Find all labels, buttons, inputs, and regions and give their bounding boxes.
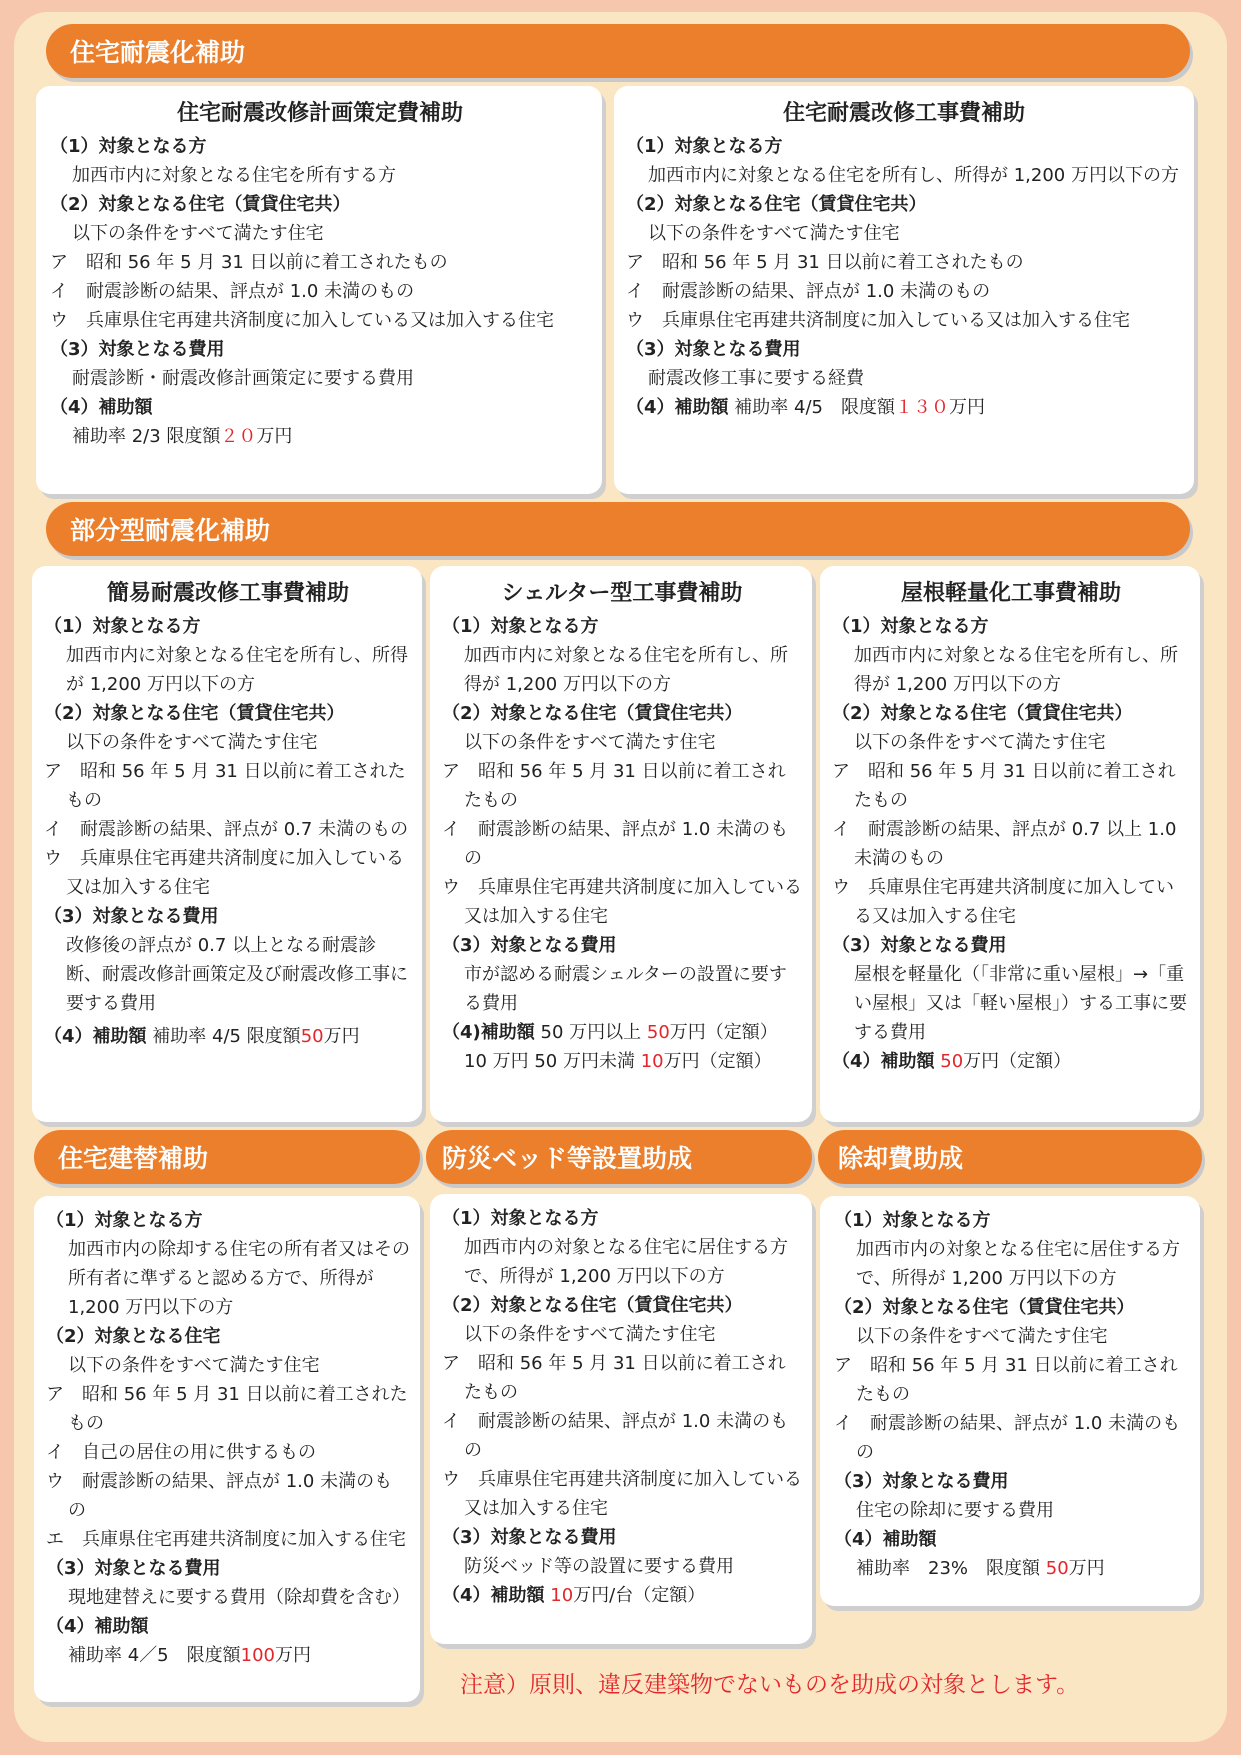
- text-cost: 屋根を軽量化（「非常に重い屋根」→「重い屋根」又は「軽い屋根」）する工事に要する費用: [854, 964, 1187, 1043]
- heading-cost: （3）対象となる費用: [834, 1471, 1009, 1492]
- amount-value: 50: [940, 1051, 964, 1072]
- text-target-person: 加西市内の対象となる住宅に居住する方で、所得が 1,200 万円以下の方: [464, 1237, 788, 1287]
- amount-unit: 万円（定額）: [669, 1022, 778, 1043]
- card-roof-lightening: [820, 566, 1200, 1122]
- heading-target-house: （2）対象となる住宅（賃貸住宅共）: [626, 194, 927, 215]
- amount-unit: 万円: [323, 1026, 360, 1047]
- section-title: 部分型耐震化補助: [70, 516, 271, 545]
- section-title: 住宅建替補助: [58, 1144, 209, 1173]
- text-cost: 防災ベッド等の設置に要する費用: [464, 1556, 734, 1577]
- text-target-person: 加西市内の除却する住宅の所有者又はその所有者に準ずると認める方で、所得が 1,200 万円以下の方: [68, 1239, 410, 1318]
- heading-cost: （3）対象となる費用: [442, 935, 617, 956]
- heading-target-house: （2）対象となる住宅（賃貸住宅共）: [442, 1295, 743, 1316]
- text-amount: [832, 1047, 1190, 1076]
- condition-c: ウ 兵庫県住宅再建共済制度に加入している又は加入する住宅: [44, 848, 404, 898]
- amount-rate: 補助率 4/5 限度額: [734, 397, 895, 418]
- amount-row-1: [442, 1018, 802, 1047]
- heading-target-person: （1）対象となる方: [626, 136, 783, 157]
- heading-cost: （3）対象となる費用: [832, 935, 1007, 956]
- amount-value: 10: [640, 1051, 664, 1072]
- condition-b: イ 耐震診断の結果、評点が 1.0 未満のもの: [442, 819, 789, 869]
- text-cost: 現地建替えに要する費用（除却費を含む）: [68, 1587, 410, 1608]
- section-title: 除却費助成: [838, 1144, 964, 1173]
- amount-range: 50 万円以上: [540, 1022, 642, 1043]
- text-amount: [834, 1554, 1190, 1583]
- heading-amount: （4）補助額: [834, 1529, 937, 1550]
- heading-amount: （4）補助額: [46, 1616, 149, 1637]
- amount-unit: 万円: [1068, 1558, 1105, 1579]
- condition-a: ア 昭和 56 年 5 月 31 日以前に着工されたもの: [834, 1355, 1178, 1405]
- text-target-person: 加西市内に対象となる住宅を所有し、所得が 1,200 万円以下の方: [648, 165, 1179, 186]
- amount-unit: 万円（定額）: [963, 1051, 1072, 1072]
- heading-target-house: （2）対象となる住宅（賃貸住宅共）: [44, 703, 345, 724]
- section-title: 防災ベッド等設置助成: [442, 1144, 693, 1173]
- heading-cost: （3）対象となる費用: [44, 906, 219, 927]
- card-title: シェルター型工事費補助: [501, 581, 743, 606]
- text-cost: 住宅の除却に要する費用: [856, 1500, 1054, 1521]
- amount-rate: 補助率 4／5 限度額: [68, 1645, 241, 1666]
- heading-target-house: （2）対象となる住宅（賃貸住宅共）: [834, 1297, 1135, 1318]
- heading-target-house: （2）対象となる住宅（賃貸住宅共）: [832, 703, 1133, 724]
- heading-amount: （4)補助額: [442, 1022, 535, 1043]
- text-target-house: 以下の条件をすべて満たす住宅: [66, 732, 318, 753]
- section-banner-2: [46, 502, 1190, 556]
- condition-b: イ 耐震診断の結果、評点が 1.0 未満のもの: [442, 1411, 789, 1461]
- heading-target-person: （1）対象となる方: [832, 616, 989, 637]
- amount-limit: 50: [300, 1026, 324, 1047]
- amount-limit: 100: [240, 1645, 275, 1666]
- heading-amount: （4）補助額: [50, 397, 153, 418]
- text-cost: 耐震診断・耐震改修計画策定に要する費用: [72, 368, 414, 389]
- card-plan-subsidy: [36, 86, 602, 494]
- text-amount: [626, 393, 1182, 422]
- text-target-person: 加西市内に対象となる住宅を所有し、所得が 1,200 万円以下の方: [464, 645, 788, 695]
- card-retrofit-subsidy: [614, 86, 1194, 494]
- text-target-house: 以下の条件をすべて満たす住宅: [856, 1326, 1108, 1347]
- heading-target-person: （1）対象となる方: [834, 1210, 991, 1231]
- heading-amount: （4）補助額: [626, 397, 729, 418]
- heading-target-house: （2）対象となる住宅: [46, 1326, 221, 1347]
- card-simple-retrofit: [32, 566, 422, 1122]
- heading-cost: （3）対象となる費用: [50, 339, 225, 360]
- heading-cost: （3）対象となる費用: [626, 339, 801, 360]
- amount-row-2: [442, 1047, 802, 1076]
- condition-b: イ 耐震診断の結果、評点が 0.7 未満のもの: [44, 819, 409, 840]
- text-target-person: 加西市内に対象となる住宅を所有し、所得が 1,200 万円以下の方: [66, 645, 408, 695]
- amount-unit: 万円: [256, 426, 293, 447]
- card-title: 住宅耐震改修計画策定費補助: [176, 101, 463, 126]
- text-amount: [442, 1581, 802, 1610]
- amount-unit: 万円（定額）: [663, 1051, 772, 1072]
- card-title: 屋根軽量化工事費補助: [900, 581, 1121, 606]
- condition-c: ウ 兵庫県住宅再建共済制度に加入している又は加入する住宅: [626, 310, 1130, 331]
- section-banner-bed: [426, 1130, 812, 1184]
- section-banner-rebuild: [34, 1130, 420, 1184]
- condition-a: ア 昭和 56 年 5 月 31 日以前に着工されたもの: [50, 252, 448, 273]
- amount-limit: ２０: [220, 426, 257, 447]
- amount-unit: 万円: [275, 1645, 311, 1666]
- heading-cost: （3）対象となる費用: [46, 1558, 221, 1579]
- condition-b: イ 自己の居住の用に供するもの: [46, 1442, 316, 1463]
- amount-rate: 補助率 4/5 限度額: [152, 1026, 301, 1047]
- amount-value: 50: [646, 1022, 670, 1043]
- section-banner-1: [46, 24, 1190, 78]
- text-target-house: 以下の条件をすべて満たす住宅: [464, 732, 716, 753]
- condition-c: ウ 兵庫県住宅再建共済制度に加入している又は加入する住宅: [832, 877, 1174, 927]
- amount-rate: 補助率 2/3 限度額: [72, 426, 221, 447]
- text-target-person: 加西市内の対象となる住宅に居住する方で、所得が 1,200 万円以下の方: [856, 1239, 1180, 1289]
- heading-target-person: （1）対象となる方: [442, 616, 599, 637]
- text-amount: [46, 1641, 410, 1670]
- card-shelter: [430, 566, 812, 1122]
- condition-b: イ 耐震診断の結果、評点が 1.0 未満のもの: [834, 1413, 1181, 1463]
- card-title: 住宅耐震改修工事費補助: [782, 101, 1025, 126]
- text-target-person: 加西市内に対象となる住宅を所有し、所得が 1,200 万円以下の方: [854, 645, 1178, 695]
- condition-a: ア 昭和 56 年 5 月 31 日以前に着工されたもの: [44, 761, 406, 811]
- heading-amount: （4）補助額: [832, 1051, 935, 1072]
- amount-limit: １３０: [894, 397, 949, 418]
- footnote: 注意）原則、違反建築物でないものを助成の対象とします。: [460, 1672, 1080, 1698]
- amount-unit: 万円/台（定額）: [573, 1585, 706, 1606]
- amount-range: 10 万円 50 万円未満: [464, 1051, 635, 1072]
- heading-cost: （3）対象となる費用: [442, 1527, 617, 1548]
- heading-target-person: （1）対象となる方: [50, 136, 207, 157]
- heading-target-person: （1）対象となる方: [44, 616, 201, 637]
- text-amount: [44, 1022, 412, 1051]
- card-disaster-bed: [430, 1194, 812, 1644]
- condition-a: ア 昭和 56 年 5 月 31 日以前に着工されたもの: [626, 252, 1024, 273]
- text-target-house: 以下の条件をすべて満たす住宅: [854, 732, 1106, 753]
- card-title: 簡易耐震改修工事費補助: [106, 581, 349, 606]
- card-demolition: [820, 1196, 1200, 1606]
- condition-c: ウ 兵庫県住宅再建共済制度に加入している又は加入する住宅: [50, 310, 554, 331]
- condition-d: エ 兵庫県住宅再建共済制度に加入する住宅: [46, 1529, 406, 1550]
- heading-amount: （4）補助額: [442, 1585, 545, 1606]
- text-target-house: 以下の条件をすべて満たす住宅: [72, 223, 324, 244]
- text-target-person: 加西市内に対象となる住宅を所有する方: [72, 165, 396, 186]
- condition-a: ア 昭和 56 年 5 月 31 日以前に着工されたもの: [46, 1384, 408, 1434]
- text-target-house: 以下の条件をすべて満たす住宅: [68, 1355, 320, 1376]
- section-title: 住宅耐震化補助: [70, 38, 246, 67]
- condition-c: ウ 耐震診断の結果、評点が 1.0 未満のもの: [46, 1471, 393, 1521]
- amount-rate: 補助率 23% 限度額: [856, 1558, 1041, 1579]
- condition-b: イ 耐震診断の結果、評点が 0.7 以上 1.0 未満のもの: [832, 819, 1177, 869]
- heading-target-house: （2）対象となる住宅（賃貸住宅共）: [442, 703, 743, 724]
- condition-a: ア 昭和 56 年 5 月 31 日以前に着工されたもの: [442, 761, 786, 811]
- condition-a: ア 昭和 56 年 5 月 31 日以前に着工されたもの: [832, 761, 1176, 811]
- text-target-house: 以下の条件をすべて満たす住宅: [648, 223, 900, 244]
- heading-target-person: （1）対象となる方: [46, 1210, 203, 1231]
- text-amount: [50, 422, 590, 451]
- text-cost: 耐震改修工事に要する経費: [648, 368, 864, 389]
- amount-unit: 万円: [948, 397, 985, 418]
- section-banner-demolition: [818, 1130, 1202, 1184]
- heading-target-person: （1）対象となる方: [442, 1208, 599, 1229]
- condition-a: ア 昭和 56 年 5 月 31 日以前に着工されたもの: [442, 1353, 786, 1403]
- text-cost: 改修後の評点が 0.7 以上となる耐震診断、耐震改修計画策定及び耐震改修工事に要する費用: [66, 935, 408, 1014]
- amount-value: 10: [550, 1585, 574, 1606]
- heading-amount: （4）補助額: [44, 1026, 147, 1047]
- condition-c: ウ 兵庫県住宅再建共済制度に加入している又は加入する住宅: [442, 1469, 802, 1519]
- amount-limit: 50: [1045, 1558, 1069, 1579]
- heading-target-house: （2）対象となる住宅（賃貸住宅共）: [50, 194, 351, 215]
- card-rebuild: [34, 1196, 420, 1702]
- condition-c: ウ 兵庫県住宅再建共済制度に加入している又は加入する住宅: [442, 877, 802, 927]
- condition-b: イ 耐震診断の結果、評点が 1.0 未満のもの: [50, 281, 415, 302]
- condition-b: イ 耐震診断の結果、評点が 1.0 未満のもの: [626, 281, 991, 302]
- text-cost: 市が認める耐震シェルターの設置に要する費用: [464, 964, 787, 1014]
- text-target-house: 以下の条件をすべて満たす住宅: [464, 1324, 716, 1345]
